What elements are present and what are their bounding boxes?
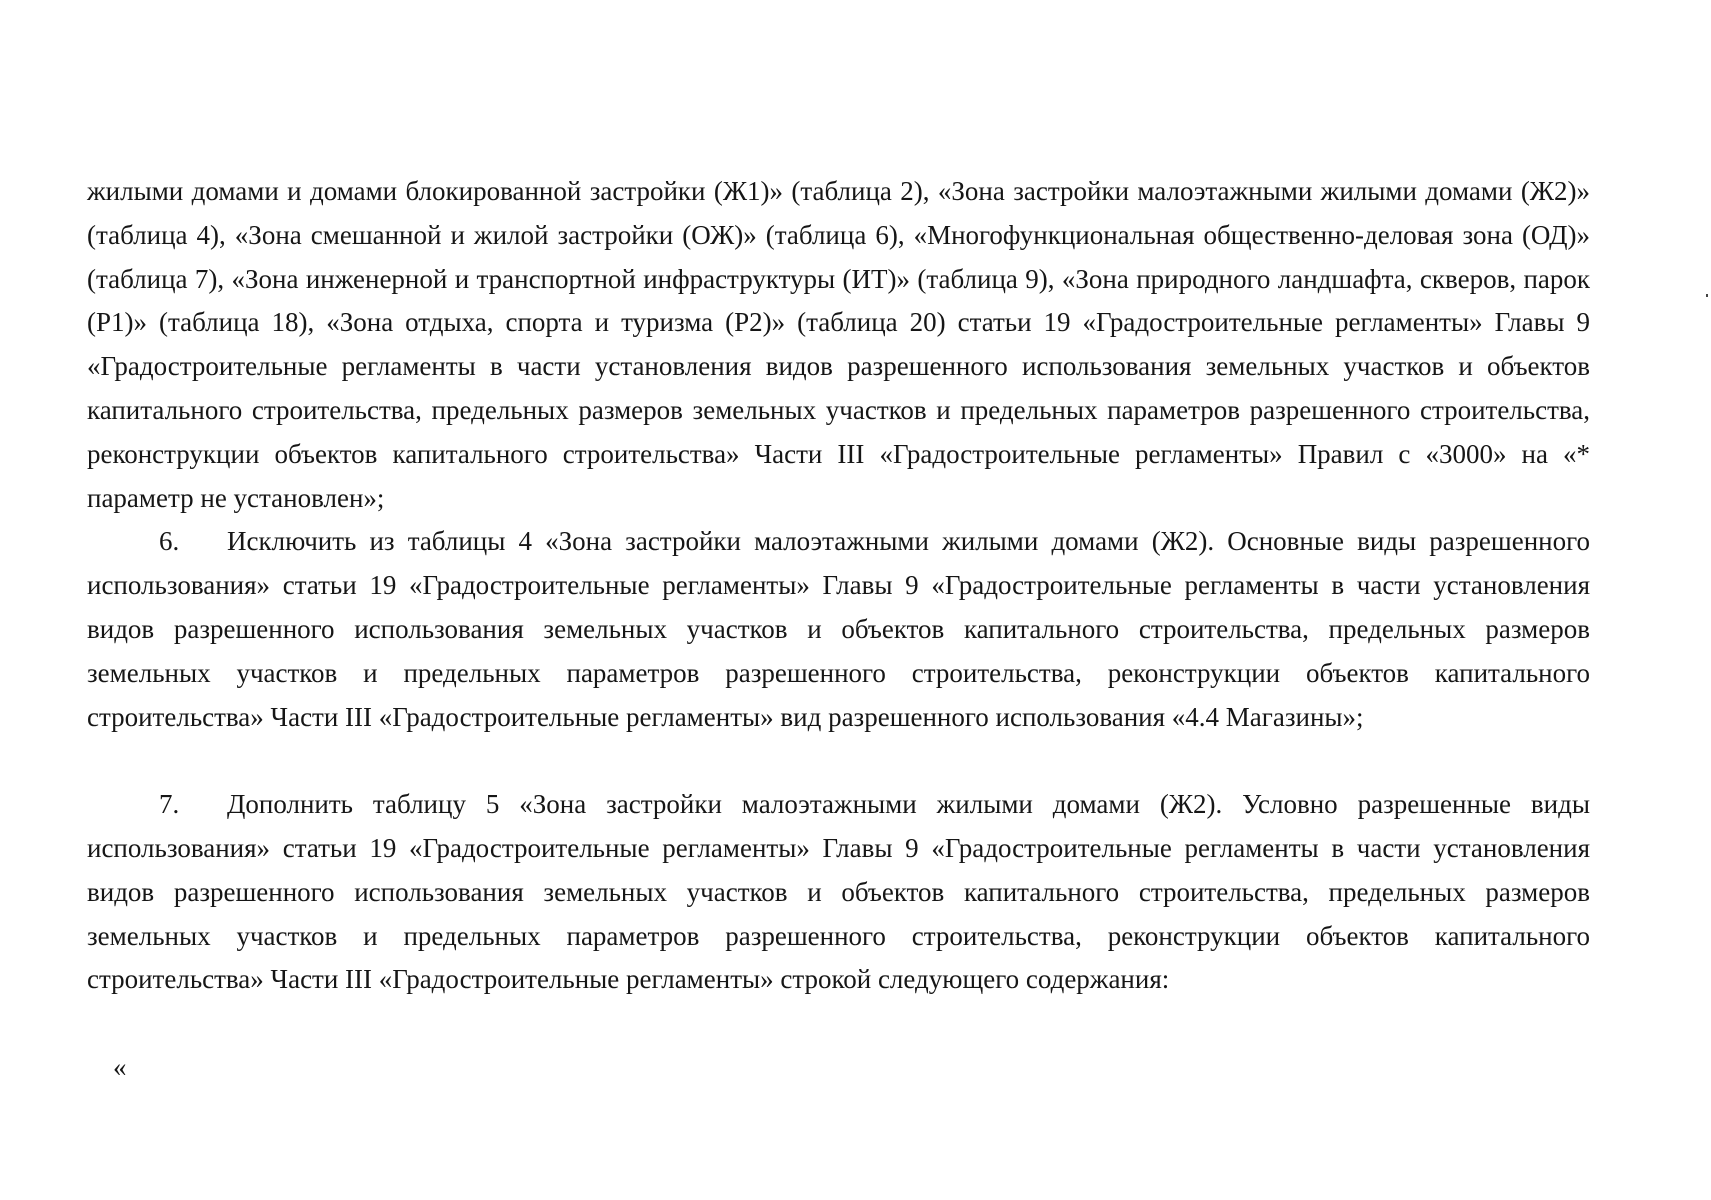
continuation-paragraph: жилыми домами и домами блокированной застройки (Ж1)» (таблица 2), «Зона застройки малоэтажными жилыми домами (Ж2)» (таблица 4), «Зона смешанной и жилой застройки (ОЖ)» (таблица 6), «Многофункциональная общественно-деловая зона (ОД)» (таблица 7), «Зона инженерной и транспортной инфраструктуры (ИТ)» (таблица 9), «Зона природного ландшафта, скверов, парок (Р1)» (таблица 18), «Зона отдыха, спорта и туризма (Р2)» (таблица 20) статьи 19 «Градостроительные регламенты» Главы 9 «Градостроительные регламенты в части установления видов разрешенного использования земельных участков и объектов капитального строительства, предельных размеров земельных участков и предельных параметров разрешенного строительства, реконструкции объектов капитального строительства» Части III «Градостроительные регламенты» Правил с «3000» на «* параметр не установлен»;	[87, 176, 1590, 513]
list-item-7	[87, 783, 1590, 1002]
document-body	[87, 170, 1590, 1002]
item-text: Исключить из таблицы 4 «Зона застройки малоэтажными жилыми домами (Ж2). Основные виды разрешенного использования» статьи 19 «Градостроительные регламенты» Главы 9 «Градостроительные регламенты в части установления видов разрешенного использования земельных участков и объектов капитального строительства, предельных размеров земельных участков и предельных параметров разрешенного строительства, реконструкции объектов капитального строительства» Части III «Градостроительные регламенты» вид разрешенного использования «4.4 Магазины»;	[87, 526, 1590, 732]
item-text: Дополнить таблицу 5 «Зона застройки малоэтажными жилыми домами (Ж2). Условно разрешенные виды использования» статьи 19 «Градостроительные регламенты» Главы 9 «Градостроительные регламенты в части установления видов разрешенного использования земельных участков и объектов капитального строительства, предельных размеров земельных участков и предельных параметров разрешенного строительства, реконструкции объектов капитального строительства» Части III «Градостроительные регламенты» строкой следующего содержания:	[87, 789, 1590, 995]
item-number: 7.	[159, 789, 180, 820]
scan-speck	[1706, 294, 1708, 297]
paragraph-gap	[87, 739, 1590, 783]
item-number: 6.	[159, 526, 180, 557]
list-item-6	[87, 520, 1590, 739]
trailing-quote-mark: «	[113, 1052, 127, 1082]
